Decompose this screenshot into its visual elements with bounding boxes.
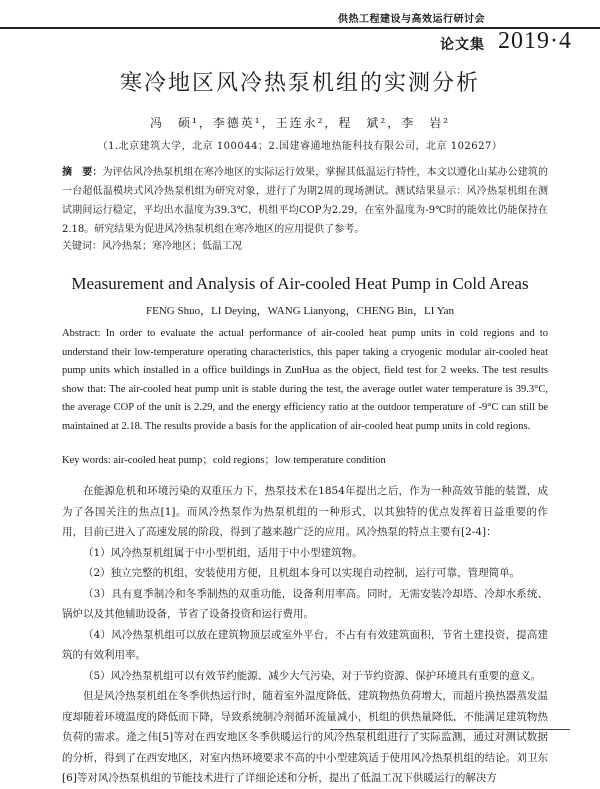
keywords-zh-text: 风冷热泵；寒冷地区；低温工况 xyxy=(102,241,242,252)
keywords-en xyxy=(62,452,548,467)
english-title: Measurement and Analysis of Air-cooled Heat Pump in Cold Areas xyxy=(71,274,529,293)
keywords-en-label: Key words: xyxy=(62,455,111,466)
english-authors: FENG Shuo，LI Deying，WANG Lianyong，CHENG Bin，LI Yan xyxy=(146,305,454,317)
paper-title: 寒冷地区风冷热泵机组的实测分析 xyxy=(119,71,480,96)
abstract-zh-text: 为评估风冷热泵机组在寒冷地区的实际运行效果，掌握其低温运行特性，本文以遵化山某办公建筑的一台超低温模块式风冷热泵机组为研究对象，进行了为期2周的现场测试。测试结果显示：风冷热泵机组在测试期间运行稳定，平均出水温度为39.3℃，机组平均COP为2.29，在室外温度为-9℃时的能效比仍能保持在2.18。研究结果为促进风冷热泵机组在寒冷地区的应用提供了参考。 xyxy=(62,167,549,235)
body-paragraph: （2）独立完整的机组，安装使用方便，且机组本身可以实现自动控制，运行可靠，管理简单。 xyxy=(83,567,521,579)
keywords-en-text: air-cooled heat pump；cold regions；low temperature condition xyxy=(113,455,386,466)
body-paragraph: 但是风冷热泵机组在冬季供热运行时，随着室外温度降低，建筑物热负荷增大，而超片换热器蒸发温度却随着环境温度的降低而下降，导致系统制冷剂循环流量减小，机组的供热量降低，不能满足建筑物热负荷的需求。逄之伟[5]等对在西安地区冬季供暖运行的风冷热泵机组进行了实际监测，通过对测试数据的分析，得到了在西安地区，对室内热环境要求不高的中小型建筑适于使用风冷热泵机组的结论。刘卫东[6]等对风冷热泵机组的节能技术进行了详细论述和分析，提出了低温工况下供暖运行的解决方 xyxy=(62,690,548,784)
body-paragraph: （4）风冷热泵机组可以放在建筑物顶层或室外平台，不占有有效建筑面积，节省土建投资，提高建筑的有效利用率。 xyxy=(62,628,548,661)
journal-name: 供热工程建设与高效运行研讨会 xyxy=(338,14,485,25)
abstract-en-text: In order to evaluate the actual performance of air-cooled heat pump units in cold regions and to understand their low-temperature operating characteristics, this paper taking a cryogenic modular air-cooled heat pump units which installed in a office buildings in ZunHua as the object, field test for 2 weeks. The test results show that: The air-cooled heat pump unit is stable during the test, the average outlet water temperature is 39.3°C, the average COP of the unit is 2.29, and the energy efficiency ratio at the outdoor temperature of -9°C can still be maintained at 2.18. The results provide a basis for the application of air-cooled heat pump units in cold regions. xyxy=(62,328,549,432)
issue-year: 2019·4 xyxy=(498,28,572,54)
author-list: 冯 硕¹，李德英¹，王连永²，程 斌²，李 岩² xyxy=(149,116,451,130)
body-paragraph: （3）具有夏季制冷和冬季制热的双重功能，设备利用率高。同时，无需安装冷却塔、冷却水系统、锅炉以及其他辅助设备，节省了设备投资和运行费用。 xyxy=(62,587,548,620)
body-text xyxy=(62,481,548,789)
keywords-zh xyxy=(62,237,548,252)
abstract-zh xyxy=(62,163,548,239)
affiliation: （1.北京建筑大学，北京 100044；2.国建睿通地热能科技有限公司，北京 102627） xyxy=(97,141,503,152)
keywords-zh-label: 关键词： xyxy=(62,241,102,252)
body-paragraph: （1）风冷热泵机组属于中小型机组，适用于中小型建筑物。 xyxy=(83,546,363,559)
abstract-en xyxy=(62,325,548,436)
section-label: 论文集 xyxy=(440,37,485,53)
abstract-en-label: Abstract: xyxy=(62,328,101,339)
body-paragraph: （5）风冷热泵机组可以有效节约能源、减少大气污染，对于节约资源、保护环境具有重要的意义。 xyxy=(83,669,542,682)
abstract-zh-label: 摘 要： xyxy=(62,167,103,178)
footer-rule xyxy=(330,729,570,730)
body-paragraph: 在能源危机和环境污染的双重压力下，热泵技术在1854年提出之后，作为一种高效节能的装置，成为了各国关注的焦点[1]。而风冷热泵作为热泵机组的一种形式，以其独特的优点发挥着日益重要的作用，目前已进入了高速发展的阶段，得到了越来越广泛的应用。风冷热泵的特点主要有[2-4]： xyxy=(62,485,548,538)
